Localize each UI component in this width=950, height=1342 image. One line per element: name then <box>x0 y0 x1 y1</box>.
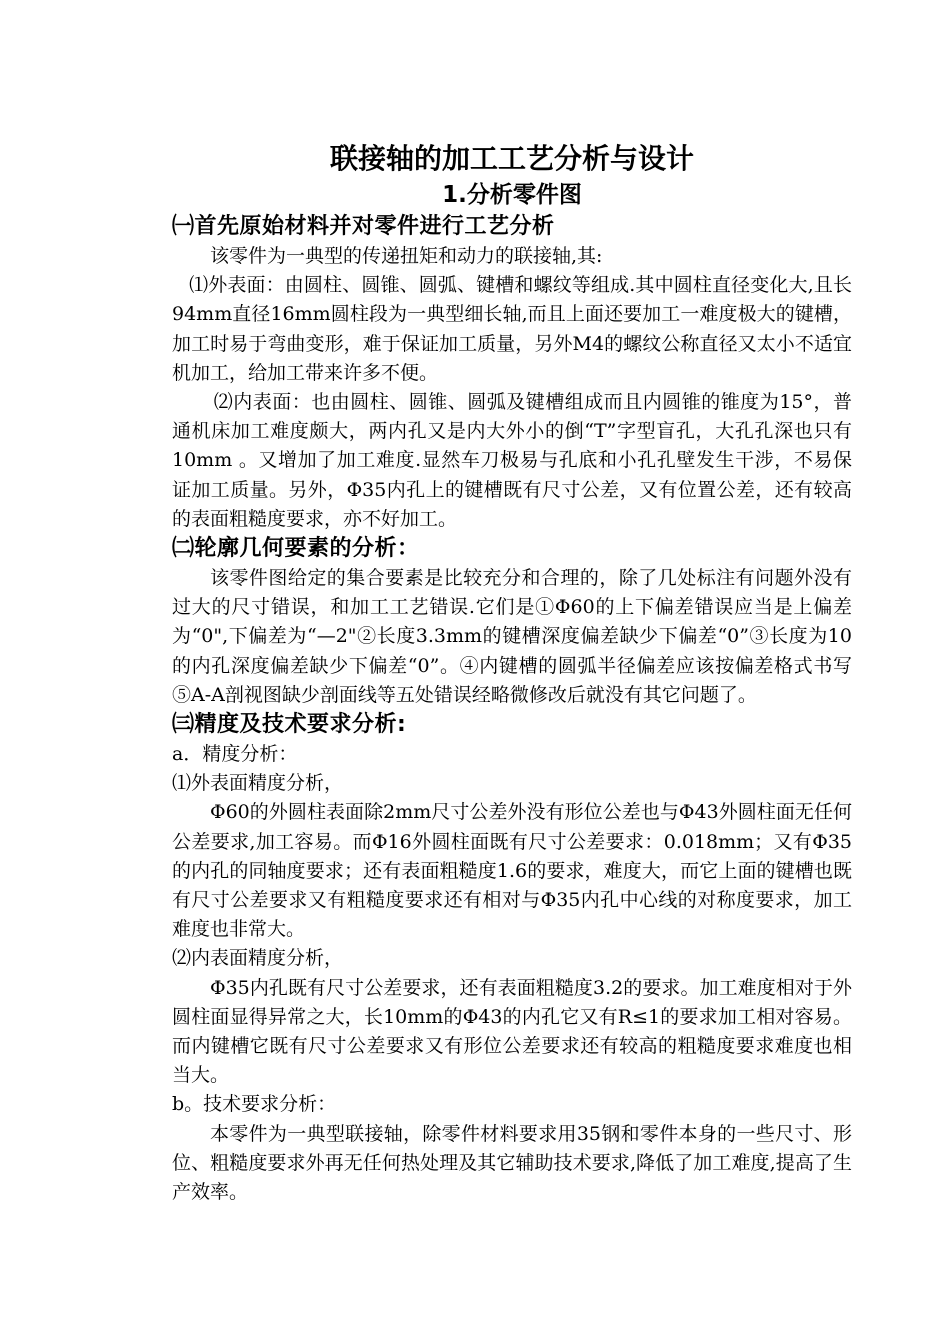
label-precision: a．精度分析： <box>172 743 298 766</box>
label-inner-precision: ⑵内表面精度分析， <box>172 947 344 970</box>
heading-precision-analysis: ㈢精度及技术要求分析: <box>172 712 407 738</box>
paragraph-intro: 该零件为一典型的传递扭矩和动力的联接轴,其: <box>210 245 603 267</box>
label-outer-precision: ⑴外表面精度分析， <box>172 772 344 795</box>
paragraph-inner-precision: Φ35内孔既有尺寸公差要求，还有表面粗糙度3.2的要求。加工难度相对于外圆柱面显得异常之大，长10mm的Φ43的内孔它又有R≤1的要求加工相对容易。而内键槽它既有尺寸公差要求又有形位公差要求还有较高的粗糙度要求难度也相当大。 <box>172 976 852 1087</box>
label-technical-requirements: b。技术要求分析： <box>172 1093 337 1116</box>
paragraph-geometry: 该零件图给定的集合要素是比较充分和合理的，除了几处标注有问题外没有过大的尺寸错误，和加工工艺错误.它们是①Φ60的上下偏差错误应当是上偏差为“0",下偏差为“—2"②长度3.3mm的键槽深度偏差缺少下偏差“0”③长度为10的内孔深度偏差缺少下偏差“0”。④内键槽的圆弧半径偏差应该按偏差格式书写⑤A-A剖视图缺少剖面线等五处错误经略微修改后就没有其它问题了。 <box>172 567 852 706</box>
paragraph-outer-surface: ⑴外表面：由圆柱、圆锥、圆弧、键槽和螺纹等组成.其中圆柱直径变化大,且长94mm直径16mm圆柱段为一典型细长轴,而且上面还要加工一难度极大的键槽，加工时易于弯曲变形，难于保证加工质量，另外M4的螺纹公称直径又太小不适宜机加工，给加工带来许多不便。 <box>172 274 852 384</box>
paragraph-outer-precision: Φ60的外圆柱表面除2mm尺寸公差外没有形位公差也与Φ43外圆柱面无任何公差要求,加工容易。而Φ16外圆柱面既有尺寸公差要求：0.018mm；又有Φ35的内孔的同轴度要求；还有表面粗糙度1.6的要求，难度大，而它上面的键槽也既有尺寸公差要求又有粗糙度要求还有相对与Φ35内孔中心线的对称度要求，加工难度也非常大。 <box>172 801 852 941</box>
document-title: 联接轴的加工工艺分析与设计 <box>329 142 694 175</box>
paragraph-inner-surface: ⑵内表面：也由圆柱、圆锥、圆弧及键槽组成而且内圆锥的锥度为15°，普通机床加工难度颇大，两内孔又是内大外小的倒“T”字型盲孔，大孔孔深也只有10mm 。又增加了加工难度.显然车刀极易与孔底和小孔孔壁发生干涉，不易保证加工质量。另外，Φ35内孔上的键槽既有尺寸公差，又有位置公差，还有较高的表面粗糙度要求，亦不好加工。 <box>172 391 852 530</box>
section-title-analysis: 1.分析零件图 <box>442 182 582 208</box>
document-page <box>172 140 852 1207</box>
heading-material-analysis: ㈠首先原始材料并对零件进行工艺分析 <box>172 214 555 239</box>
paragraph-technical-requirements: 本零件为一典型联接轴，除零件材料要求用35钢和零件本身的一些尺寸、形位、粗糙度要求外再无任何热处理及其它辅助技术要求,降低了加工难度,提高了生产效率。 <box>172 1122 852 1204</box>
heading-geometry-analysis: ㈡轮廓几何要素的分析： <box>172 536 420 562</box>
